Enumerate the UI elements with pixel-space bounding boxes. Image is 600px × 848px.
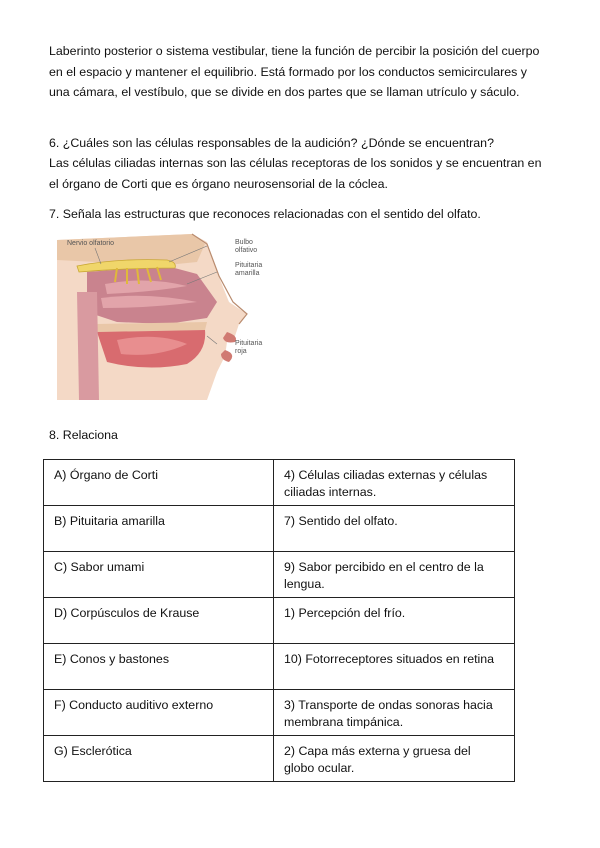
table-cell-right: 2) Capa más externa y gruesa del globo ocular.	[274, 736, 515, 782]
table-cell-left: F) Conducto auditivo externo	[44, 690, 274, 736]
nasal-cavity-illustration	[57, 232, 277, 400]
table-cell-right: 7) Sentido del olfato.	[274, 506, 515, 552]
question-6: 6. ¿Cuáles son las células responsables de la audición? ¿Dónde se encuentran?	[49, 136, 494, 150]
label-pituitaria-roja: Pituitaria roja	[235, 340, 263, 355]
table-row	[44, 736, 515, 782]
table-cell-left: A) Órgano de Corti	[44, 460, 274, 506]
relation-table	[43, 459, 515, 782]
question-7: 7. Señala las estructuras que reconoces relacionadas con el sentido del olfato.	[49, 207, 481, 221]
table-cell-left: C) Sabor umami	[44, 552, 274, 598]
table-cell-left: B) Pituitaria amarilla	[44, 506, 274, 552]
table-cell-right: 9) Sabor percibido en el centro de la lengua.	[274, 552, 515, 598]
question-8: 8. Relaciona	[49, 428, 118, 442]
table-cell-left: G) Esclerótica	[44, 736, 274, 782]
table-cell-right: 3) Transporte de ondas sonoras hacia membrana timpánica.	[274, 690, 515, 736]
table-cell-left: E) Conos y bastones	[44, 644, 274, 690]
label-nervio-olfatorio: Nervio olfatorio	[67, 240, 115, 247]
table-row	[44, 598, 515, 644]
table-cell-left: D) Corpúsculos de Krause	[44, 598, 274, 644]
table-row	[44, 460, 515, 506]
table-cell-right: 4) Células ciliadas externas y células ciliadas internas.	[274, 460, 515, 506]
olfaction-diagram	[57, 232, 277, 400]
paragraph-vestibular: Laberinto posterior o sistema vestibular, tiene la función de percibir la posición del cuerpo en el espacio y mantener el equilibrio. Está formado por los conductos semicirculares y una cámara, el vestíbulo, que se divide en dos partes que se llaman utrículo y sáculo.	[49, 44, 540, 99]
table-cell-right: 1) Percepción del frío.	[274, 598, 515, 644]
label-pituitaria-amarilla: Pituitaria amarilla	[235, 262, 263, 277]
answer-6: Las células ciliadas internas son las células receptoras de los sonidos y se encuentran en el órgano de Corti que es órgano neurosensorial de la cóclea.	[49, 156, 542, 191]
table-row	[44, 506, 515, 552]
table-row	[44, 552, 515, 598]
label-bulbo-olfativo: Bulbo olfativo	[235, 239, 258, 254]
table-row	[44, 644, 515, 690]
table-row	[44, 690, 515, 736]
table-cell-right: 10) Fotorreceptores situados en retina	[274, 644, 515, 690]
